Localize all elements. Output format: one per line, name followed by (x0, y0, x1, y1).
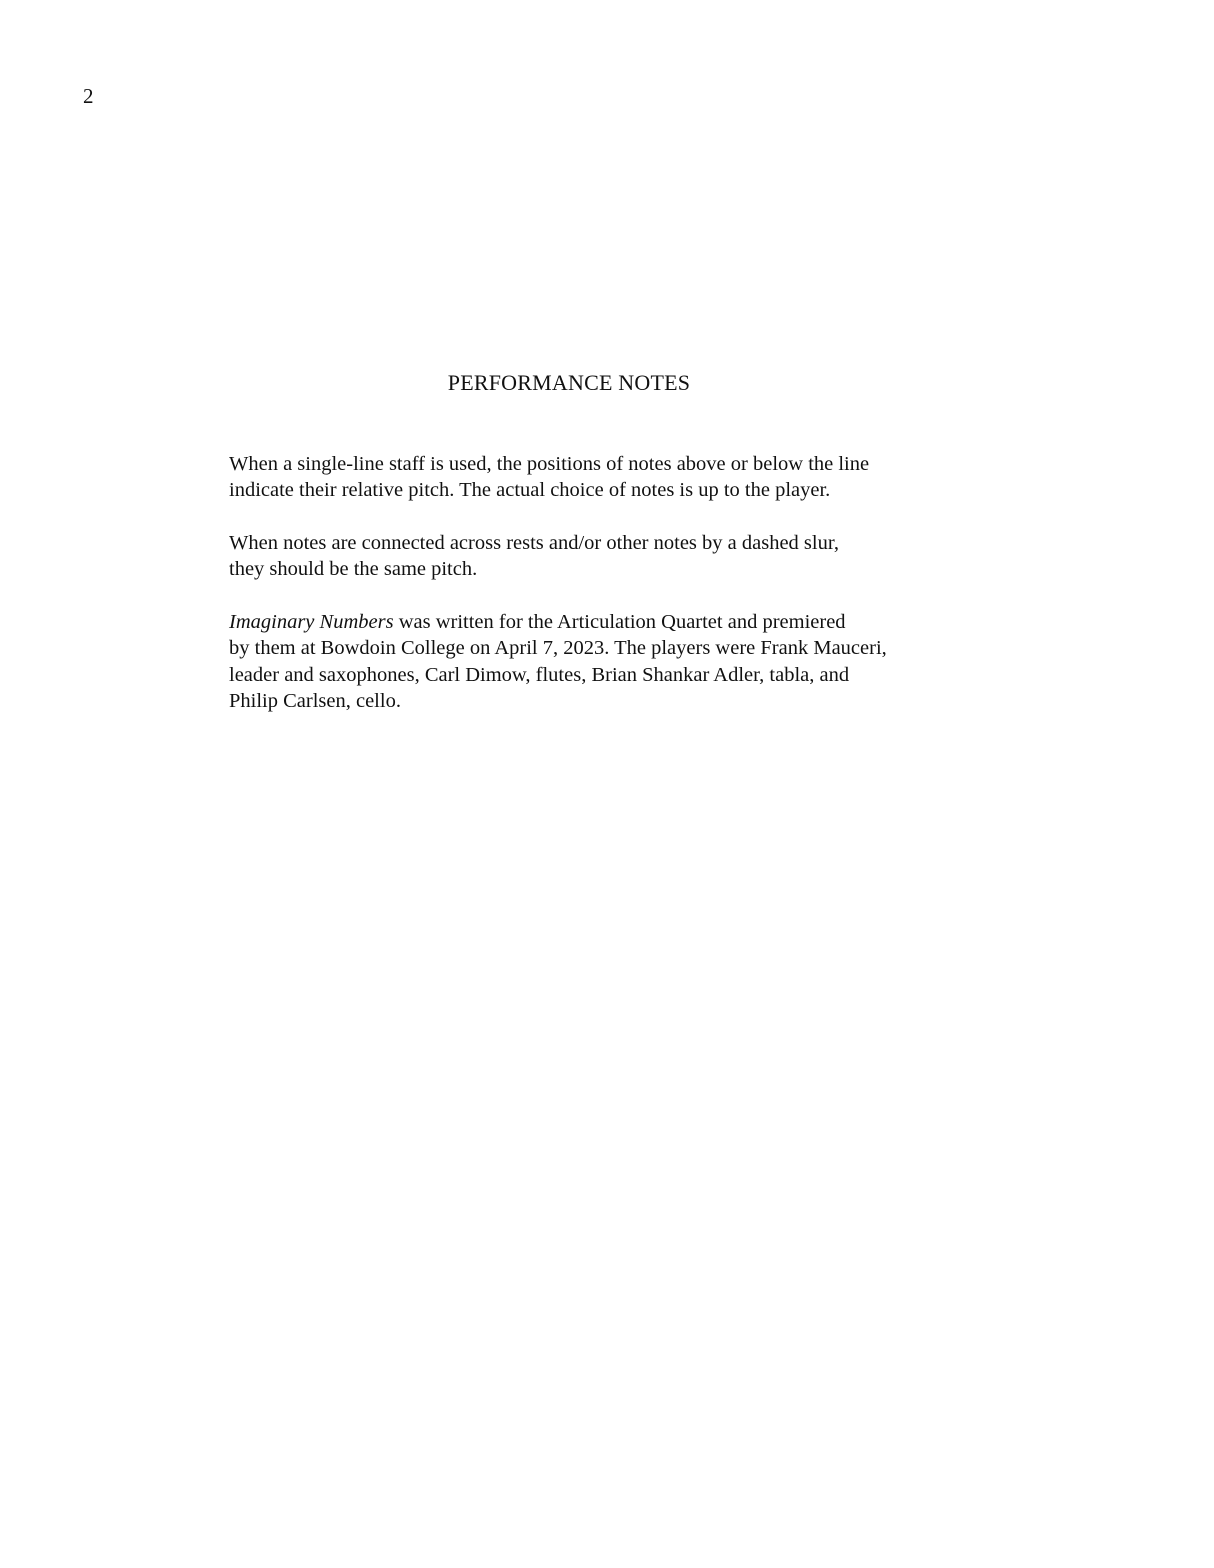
page-number: 2 (83, 84, 94, 108)
text-line: leader and saxophones, Carl Dimow, flutes, Brian Shankar Adler, tabla, and (229, 663, 850, 686)
paragraph-single-line-staff (229, 451, 869, 504)
text-line (229, 609, 887, 635)
text-line: indicate their relative pitch. The actual choice of notes is up to the player. (229, 479, 831, 502)
text-line: they should be the same pitch. (229, 558, 478, 581)
work-title: Imaginary Numbers (229, 611, 394, 633)
text-line: Philip Carlsen, cello. (229, 689, 401, 712)
text-line: When notes are connected across rests and/or other notes by a dashed slur, (229, 532, 839, 554)
page-title: PERFORMANCE NOTES (447, 370, 691, 395)
text-line: by them at Bowdoin College on April 7, 2023. The players were Frank Mauceri, (229, 637, 887, 660)
paragraph-premiere (229, 609, 887, 714)
paragraph-dashed-slur (229, 530, 839, 583)
text-line: When a single-line staff is used, the positions of notes above or below the line (229, 453, 870, 475)
text-fragment: was written for the Articulation Quartet and premiered (393, 611, 846, 633)
